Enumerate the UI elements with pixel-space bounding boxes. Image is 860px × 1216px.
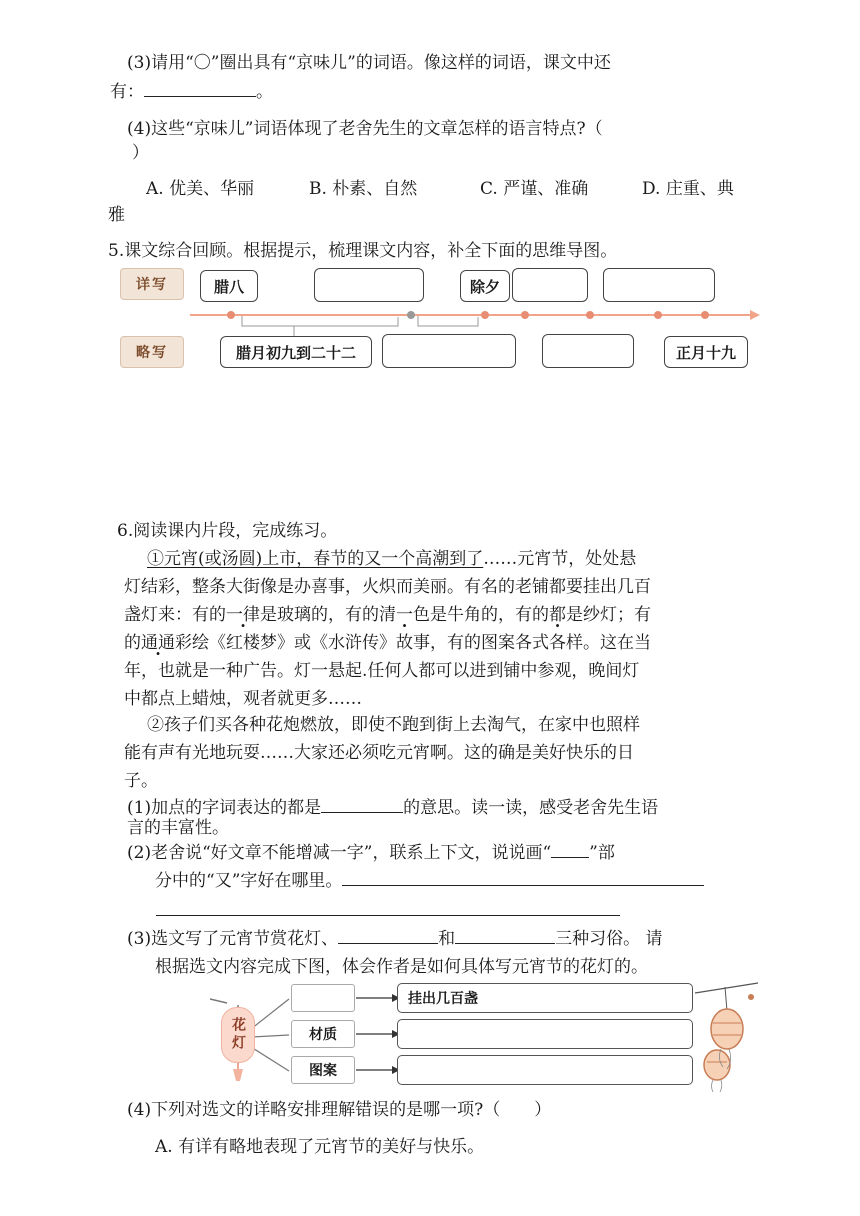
q6-para1-l3c: 是牛角的，有的 xyxy=(430,605,549,625)
q6-underlined-sentence: ①元宵(或汤圆)上市，春节的又一个高潮到了 xyxy=(147,549,484,569)
q6-sub2-answer-blank-1[interactable] xyxy=(342,868,704,886)
dotted-word-3: 都 xyxy=(549,605,566,625)
q6-sub3-prefix: (3)选文写了元宵节赏花灯、 xyxy=(127,929,339,949)
box-zhengyue: 正月十九 xyxy=(664,336,748,368)
q6-sub3-blank-1[interactable] xyxy=(338,926,438,944)
q6-para1-line4 xyxy=(124,630,651,656)
q6-sub1-suffix: 的意思。读一读，感受老舍先生语 xyxy=(403,798,659,818)
box-layue: 腊月初九到二十二 xyxy=(220,336,372,368)
mind-map xyxy=(118,264,763,372)
q6-para1-line1-rest: ……元宵节，处处悬 xyxy=(483,549,637,569)
q6-sub3-blank-2[interactable] xyxy=(455,926,555,944)
q6-para2-line2: 能有声有光地玩耍……大家还必须吃元宵啊。这的确是美好快乐的日 xyxy=(124,743,634,763)
q6-sub4-option-a[interactable]: A. 有详有略地表现了元宵节的美好与快乐。 xyxy=(155,1137,485,1157)
box-chuxi: 除夕 xyxy=(460,270,510,302)
q6-para1-line5: 年，也就是一种广告。灯一悬起.任何人都可以进到铺中参观，晚间灯 xyxy=(124,661,640,681)
q6-sub3-mid: 和 xyxy=(438,929,456,949)
blank-box-3[interactable] xyxy=(603,268,715,302)
q6-para1-l4b: 彩绘《红楼梦》或《水浒传》故事，有的图案各式各样。这在当 xyxy=(175,633,651,653)
q4-4-option-d-wrap: 雅 xyxy=(108,205,125,225)
q4-4-option-b[interactable]: B. 朴素、自然 xyxy=(309,179,418,199)
q4-4-line2: ） xyxy=(132,143,149,163)
target-box-pattern-blank[interactable] xyxy=(397,1055,693,1085)
q6-para1-line1 xyxy=(147,546,636,572)
blank-box-2[interactable] xyxy=(512,268,588,302)
q6-sub3-line2: 根据选文内容完成下图，体会作者是如何具体写元宵节的花灯的。 xyxy=(155,957,648,977)
detail-tag: 详写 xyxy=(120,268,184,300)
q6-sub2-mark-blank xyxy=(551,840,589,858)
q4-3-line2 xyxy=(110,79,273,105)
q6-sub3-line1 xyxy=(127,926,663,952)
target-box-material-blank[interactable] xyxy=(397,1019,693,1049)
source-box-pattern: 图案 xyxy=(291,1056,355,1084)
blank-box-4[interactable] xyxy=(382,334,516,368)
blank-box-1[interactable] xyxy=(314,268,424,302)
q6-sub2-line2-text: 分中的“又”字好在哪里。 xyxy=(155,871,343,891)
brief-tag: 略写 xyxy=(120,336,184,368)
q6-para1-line2: 灯结彩，整条大街像是办喜事，火炽而美丽。有名的老铺都要挂出几百 xyxy=(124,577,651,597)
box-laba: 腊八 xyxy=(200,270,258,302)
source-box-blank[interactable] xyxy=(291,984,355,1012)
source-box-material: 材质 xyxy=(291,1020,355,1048)
q6-sub2-line1 xyxy=(127,840,615,866)
q4-3-line1: (3)请用“〇”圈出具有“京味儿”的词语。像这样的词语，课文中还 xyxy=(127,53,611,73)
q4-4-option-a[interactable]: A. 优美、华丽 xyxy=(146,179,255,199)
q4-3-prefix: 有： xyxy=(110,82,144,102)
q6-title: 6.阅读课内片段，完成练习。 xyxy=(117,521,338,541)
q4-4-line1: (4)这些“京味儿”词语体现了老舍先生的文章怎样的语言特点?（ xyxy=(127,119,603,139)
q4-4-option-c[interactable]: C. 严谨、准确 xyxy=(480,179,589,199)
q6-sub2-line2 xyxy=(155,868,704,894)
q6-para1-l3d: 是纱灯；有 xyxy=(566,605,651,625)
lantern-label: 花灯 xyxy=(221,1007,255,1063)
dotted-word-2: 清一色 xyxy=(379,605,430,625)
q6-sub1-prefix: (1)加点的字词表达的都是 xyxy=(127,798,322,818)
q6-sub2-answer-blank-2[interactable] xyxy=(156,915,620,916)
q6-sub1-line2: 言的丰富性。 xyxy=(127,818,229,838)
q6-para1-line6: 中都点上蜡烛，观者就更多…… xyxy=(124,689,362,709)
q4-3-suffix: 。 xyxy=(256,82,273,102)
q6-para1-l3b: 是玻璃的，有的 xyxy=(260,605,379,625)
lantern-decoration-icon xyxy=(695,983,758,1092)
target-box-top: 挂出几百盏 xyxy=(397,983,693,1013)
blank-box-5[interactable] xyxy=(542,334,634,368)
dotted-word-4: 通通 xyxy=(141,633,175,653)
q5-title: 5.课文综合回顾。根据提示，梳理课文内容，补全下面的思维导图。 xyxy=(108,241,618,261)
q6-para2-line1: ②孩子们买各种花炮燃放，即使不跑到街上去淘气，在家中也照样 xyxy=(147,715,640,735)
q6-para1-line3 xyxy=(124,602,651,628)
q6-sub1-blank[interactable] xyxy=(321,795,403,813)
q6-sub3-suffix: 三种习俗。 请 xyxy=(555,929,663,949)
q6-sub4-question: (4)下列对选文的详略安排理解错误的是哪一项?（ ） xyxy=(127,1100,552,1120)
q6-sub2-suffix: ”部 xyxy=(589,843,615,863)
q6-para1-l4a: 的 xyxy=(124,633,141,653)
q6-sub2-prefix: (2)老舍说“好文章不能增减一字”，联系上下文，说说画“ xyxy=(127,843,552,863)
lantern-diagram xyxy=(205,977,760,1095)
q6-para1-l3a: 盏灯来：有的 xyxy=(124,605,226,625)
q4-4-option-d[interactable]: D. 庄重、典 xyxy=(642,179,734,199)
dotted-word-1: 一律 xyxy=(226,605,260,625)
q6-para2-line3: 子。 xyxy=(124,771,158,791)
q4-3-blank[interactable] xyxy=(144,79,256,97)
